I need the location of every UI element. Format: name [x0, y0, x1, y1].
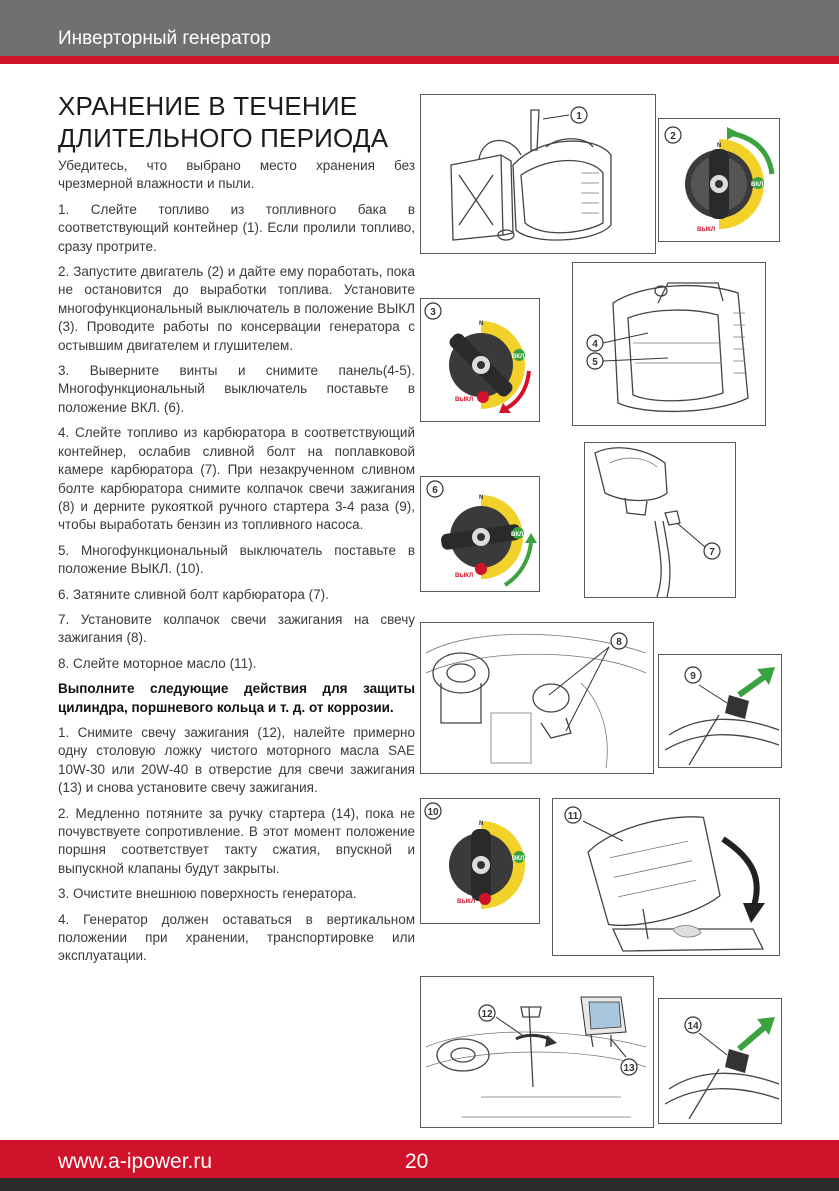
paragraph: 3. Выверните винты и снимите панель(4-5). Многофункциональный выключатель поставьте в положение ВКЛ. (6). [58, 363, 415, 415]
svg-text:N: N [717, 143, 722, 149]
figure-switch-off [420, 298, 540, 422]
svg-text:14: 14 [687, 1021, 699, 1032]
paragraph: 4. Генератор должен оставаться в вертикальном положении при хранении, транспортировке или эксплуатации. [58, 911, 415, 964]
svg-text:7: 7 [709, 547, 715, 558]
svg-text:ВКЛ: ВКЛ [511, 532, 524, 538]
page-number: 20 [405, 1150, 429, 1173]
svg-text:1: 1 [576, 111, 582, 122]
footer-website-link[interactable]: www.a-ipower.ru [58, 1150, 213, 1173]
svg-text:8: 8 [616, 637, 622, 648]
header-title: Инверторный генератор [58, 28, 271, 49]
svg-text:ВКЛ: ВКЛ [512, 856, 525, 862]
paragraph: 1. Снимите свечу зажигания (12), налейте примерно одну столовую ложку чистого моторного масла SAE 10W-30 или 20W-40 в отверстие для свечи зажигания (13) и снова установите свечу зажигания. [58, 724, 415, 796]
svg-text:3: 3 [430, 307, 436, 318]
figure-switch-run [658, 118, 780, 242]
page-title-line-1: ХРАНЕНИЕ В ТЕЧЕНИЕ [58, 91, 358, 121]
paragraph: 2. Запустите двигатель (2) и дайте ему поработать, пока не остановится до выработки топлива. Установите многофункциональный выключатель в положение ВЫКЛ (3). Проводите работы по консервации генератора с остывшим двигателем и глушителем. [58, 264, 415, 353]
instructions-text [58, 157, 415, 973]
svg-text:12: 12 [481, 1009, 493, 1020]
svg-text:ВЫКЛ: ВЫКЛ [697, 227, 716, 233]
svg-text:ВЫКЛ: ВЫКЛ [455, 397, 474, 403]
page-header [0, 0, 839, 56]
figure-spark-plug-removal [420, 976, 654, 1128]
svg-text:4: 4 [592, 339, 598, 350]
svg-text:13: 13 [623, 1063, 635, 1074]
warning-text: Выполните следующие действия для защиты цилиндра, поршневого кольца и т. д. от коррозии. [58, 681, 415, 715]
figure-drain-fuel-tank [420, 94, 656, 254]
paragraph: 2. Медленно потяните за ручку стартера (14), пока не почувствуете сопротивление. В этот момент положение поршня соответствует такту сжатия, впускной и выпускной клапаны будут закрыты. [58, 805, 415, 876]
svg-text:N: N [479, 495, 484, 501]
figure-starter-slow-pull [658, 998, 782, 1124]
svg-text:ВКЛ: ВКЛ [512, 354, 525, 360]
svg-text:2: 2 [670, 131, 676, 142]
svg-text:10: 10 [427, 807, 439, 818]
figure-spark-plug-cap [420, 622, 654, 774]
page-title [58, 90, 418, 154]
paragraph: 1. Слейте топливо из топливного бака в соответствующий контейнер (1). Если пролили топливо, сразу протрите. [58, 201, 415, 254]
svg-text:N: N [479, 821, 484, 827]
page-title-line-2: ДЛИТЕЛЬНОГО ПЕРИОДА [58, 123, 389, 153]
figure-starter-pull [658, 654, 782, 768]
svg-text:6: 6 [432, 485, 438, 496]
figure-drain-oil [552, 798, 780, 956]
svg-text:N: N [479, 321, 484, 327]
figure-switch-off-2 [420, 798, 540, 924]
svg-text:ВЫКЛ: ВЫКЛ [457, 899, 476, 905]
footer-dark-strip [0, 1178, 839, 1191]
svg-text:9: 9 [690, 671, 696, 682]
svg-text:ВЫКЛ: ВЫКЛ [455, 573, 474, 579]
figure-remove-panel [572, 262, 766, 426]
svg-text:5: 5 [592, 357, 598, 368]
paragraph: 4. Слейте топливо из карбюратора в соответствующий контейнер, ослабив сливной болт на поплавковой камере карбюратора (7). При незакрученном сливном болте карбюратора снимите колпачок свечи зажигания (8) и дерните рукояткой ручного стартера 3-4 раза (9), чтобы выработать бензин из топливного насоса. [58, 425, 415, 533]
svg-text:ВКЛ: ВКЛ [751, 182, 764, 188]
paragraph: 8. Слейте моторное масло (11). [58, 655, 257, 671]
paragraph: 3. Очистите внешнюю поверхность генератора. [58, 886, 357, 902]
paragraph: 7. Установите колпачок свечи зажигания на свечу зажигания (8). [58, 611, 415, 646]
svg-text:11: 11 [567, 811, 579, 822]
figure-switch-on [420, 476, 540, 592]
paragraph: 5. Многофункциональный выключатель поставьте в положение ВЫКЛ. (10). [58, 542, 415, 577]
paragraph: 6. Затяните сливной болт карбюратора (7). [58, 586, 329, 602]
header-accent-line [0, 56, 839, 64]
figure-carburetor-drain [584, 442, 736, 598]
paragraph: Убедитесь, что выбрано место хранения без чрезмерной влажности и пыли. [58, 158, 415, 192]
